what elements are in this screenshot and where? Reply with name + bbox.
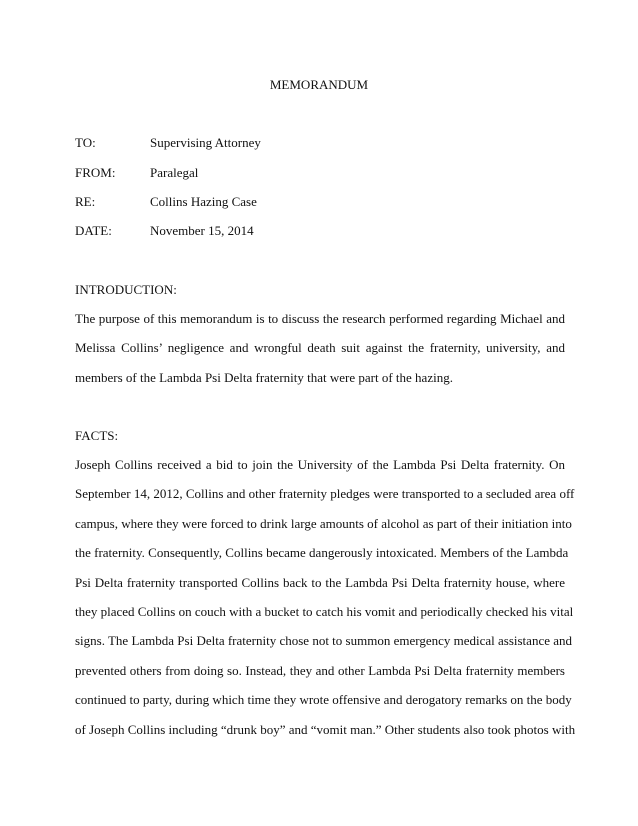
header-date-label: DATE:	[75, 223, 112, 238]
header-date-value: November 15, 2014	[150, 223, 254, 238]
facts-line: signs. The Lambda Psi Delta fraternity chose not to summon emergency medical assistance and	[75, 633, 573, 649]
header-from-value: Paralegal	[150, 165, 199, 180]
facts-line: campus, where they were forced to drink large amounts of alcohol as part of their initiation into	[75, 515, 572, 531]
facts-heading: FACTS:	[75, 428, 119, 443]
facts-line: the fraternity. Consequently, Collins became dangerously intoxicated. Members of the Lambda	[75, 545, 569, 561]
intro-line: Melissa Collins’ negligence and wrongful death suit against the fraternity, university, and	[75, 340, 565, 356]
header-re-label: RE:	[75, 194, 96, 209]
facts-line: continued to party, during which time they wrote offensive and derogatory remarks on the body	[75, 692, 572, 708]
facts-paragraph	[75, 457, 576, 751]
facts-line: September 14, 2012, Collins and other fraternity pledges were transported to a secluded area off	[75, 486, 575, 502]
facts-line: prevented others from doing so. Instead, they and other Lambda Psi Delta fraternity members	[75, 662, 565, 678]
intro-line: members of the Lambda Psi Delta fraternity that were part of the hazing.	[75, 369, 453, 385]
facts-line: Joseph Collins received a bid to join the University of the Lambda Psi Delta fraternity. On	[75, 457, 565, 472]
facts-line: of Joseph Collins including “drunk boy” and “vomit man.” Other students also took photos with	[75, 721, 576, 737]
header-re-row	[75, 194, 257, 210]
header-to-row	[75, 135, 261, 151]
facts-line: they placed Collins on couch with a bucket to catch his vomit and periodically checked his vital	[75, 603, 574, 619]
introduction-paragraph	[75, 311, 565, 399]
header-to-value: Supervising Attorney	[150, 135, 261, 150]
intro-line: The purpose of this memorandum is to discuss the research performed regarding Michael and	[75, 311, 565, 326]
header-date-row	[75, 223, 254, 239]
introduction-heading: INTRODUCTION:	[75, 282, 177, 297]
header-from-row	[75, 165, 198, 181]
header-re-value: Collins Hazing Case	[150, 194, 257, 209]
facts-line: Psi Delta fraternity transported Collins back to the Lambda Psi Delta fraternity house, where	[75, 574, 565, 590]
memo-title: MEMORANDUM	[269, 77, 369, 92]
header-from-label: FROM:	[75, 165, 116, 180]
header-to-label: TO:	[75, 135, 96, 150]
